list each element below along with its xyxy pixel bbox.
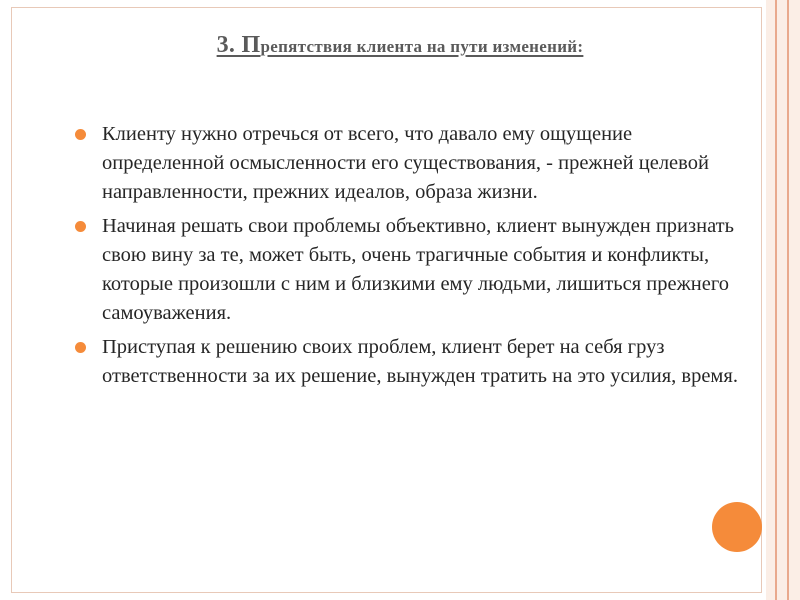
bullet-text: Клиенту нужно отречься от всего, что давало ему ощущение определенной осмысленности его существования, - прежней целевой направленности, прежних идеалов, образа жизни. [102, 123, 709, 203]
title-prefix: 3. П [216, 32, 261, 58]
bullet-text: Начиная решать свои проблемы объективно, клиент вынужден признать свою вину за те, может быть, очень трагичные события и конфликты, которые произошли с ним и близкими ему людьми, лишиться прежнего самоуважения. [102, 215, 734, 324]
bullet-dot-icon [75, 221, 86, 232]
bullet-list [74, 120, 744, 396]
decorative-orange-circle [712, 502, 762, 552]
decorative-side-band [766, 0, 800, 600]
bullet-text: Приступая к решению своих проблем, клиент берет на себя груз ответственности за их решение, вынужден тратить на это усилия, время. [102, 336, 738, 387]
bullet-item [74, 212, 744, 328]
title-rest: репятствия клиента на пути изменений: [260, 37, 584, 56]
slide-title [0, 32, 800, 59]
bullet-item [74, 120, 744, 207]
bullet-item [74, 333, 744, 391]
decorative-vertical-line [787, 0, 789, 600]
bullet-dot-icon [75, 129, 86, 140]
decorative-vertical-line [775, 0, 777, 600]
bullet-dot-icon [75, 342, 86, 353]
